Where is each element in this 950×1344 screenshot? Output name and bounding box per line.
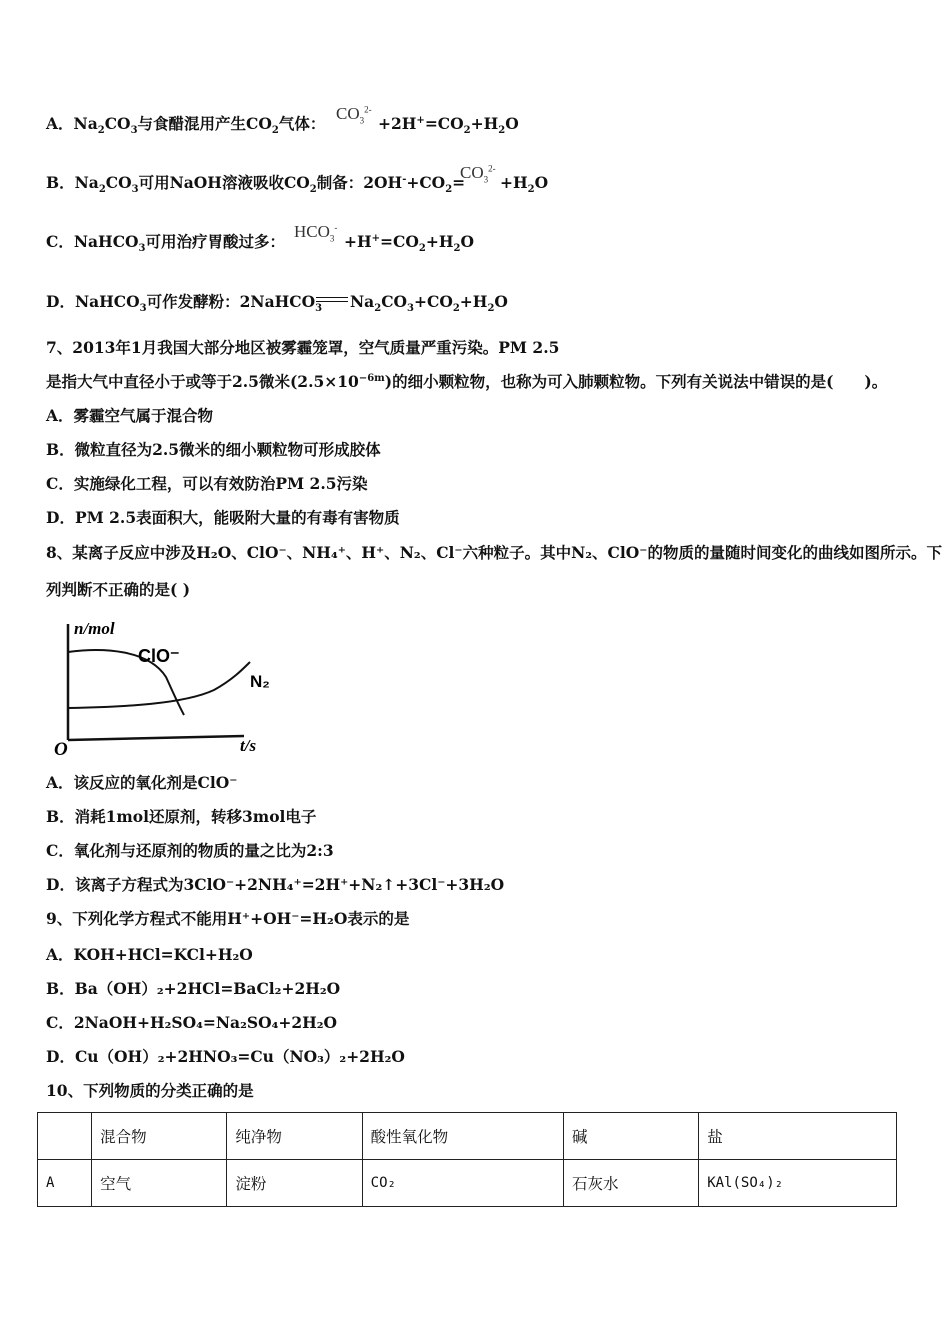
table-header-cell: 混合物 — [92, 1113, 227, 1160]
series-label-clo: ClO⁻ — [138, 646, 180, 666]
carbonate-ion-formula: $CO_3^{2-}$ — [460, 163, 496, 185]
table-row — [38, 1160, 897, 1207]
origin-label: O — [54, 739, 68, 760]
q8-option-c: C．氧化剂与还原剂的物质的量之比为2:3 — [46, 841, 334, 860]
q9-option-d: D．Cu（OH）₂+2HNO₃=Cu（NO₃）₂+2H₂O — [46, 1047, 405, 1066]
q8-stem-line2: 列判断不正确的是( ) — [46, 580, 191, 599]
table-cell: KAl(SO₄)₂ — [699, 1160, 897, 1207]
x-axis — [68, 736, 244, 740]
table-header-cell: 盐 — [699, 1113, 897, 1160]
q7-stem-line2: 是指大气中直径小于或等于2.5微米$(2.5\times 10^{-6m})$的细小颗粒物，也称为可入肺颗粒物。下列有关说法中错误的是( )。 — [46, 372, 888, 391]
q9-stem: 9、下列化学方程式不能用H⁺+OH⁻=H₂O表示的是 — [46, 909, 410, 928]
table-header-cell: 纯净物 — [227, 1113, 362, 1160]
table-cell: A — [38, 1160, 92, 1207]
q8-stem-line1: 8、某离子反应中涉及H₂O、ClO⁻、NH₄⁺、H⁺、N₂、Cl⁻六种粒子。其中N₂、ClO⁻的物质的量随时间变化的曲线如图所示。下 — [46, 543, 942, 562]
y-axis-label: n/mol — [74, 619, 115, 638]
table-header-row — [38, 1113, 897, 1160]
table-cell: 淀粉 — [227, 1160, 362, 1207]
q6-option-a: A．$Na_2CO_3$与食醋混用产生$CO_2$气体： — [46, 114, 326, 137]
q7-stem-line1: 7、2013年1月我国大部分地区被雾霾笼罩，空气质量严重污染。PM 2.5 — [46, 338, 560, 357]
bicarbonate-ion-formula: $HCO_3^-$ — [294, 222, 338, 244]
q6-option-c: C．NaHCO$_3$可用治疗胃酸过多： — [46, 232, 286, 255]
table-header-cell — [38, 1113, 92, 1160]
q9-option-a: A．KOH+HCl=KCl+H₂O — [46, 945, 253, 964]
table-cell: CO₂ — [362, 1160, 563, 1207]
q8-option-d: D．该离子方程式为3ClO⁻+2NH₄⁺=2H⁺+N₂↑+3Cl⁻+3H₂O — [46, 875, 505, 894]
q8-option-b: B．消耗1mol还原剂，转移3mol电子 — [46, 807, 317, 826]
q7-option-d: D．PM 2.5表面积大，能吸附大量的有毒有害物质 — [46, 508, 400, 527]
series-label-n2: N₂ — [250, 672, 270, 691]
q6-option-b: B．$Na_2CO_3$可用NaOH溶液吸收$CO_2$制备：$2OH^-+CO_2=$ — [46, 173, 466, 196]
q7-option-c: C．实施绿化工程，可以有效防治PM 2.5污染 — [46, 474, 368, 493]
q6-option-d: D．NaHCO$_3$可作发酵粉：2NaHCO$_3$ — [46, 292, 323, 315]
q7-option-a: A．雾霾空气属于混合物 — [46, 406, 214, 425]
q8-chart — [44, 612, 294, 762]
table-header-cell: 酸性氧化物 — [362, 1113, 563, 1160]
q9-option-b: B．Ba（OH）₂+2HCl=BaCl₂+2H₂O — [46, 979, 341, 998]
carbonate-ion-formula: $CO_3^{2-}$ — [336, 104, 372, 126]
table-cell: 石灰水 — [563, 1160, 698, 1207]
q10-stem: 10、下列物质的分类正确的是 — [46, 1081, 254, 1100]
table-cell: 空气 — [92, 1160, 227, 1207]
q9-option-c: C．2NaOH+H₂SO₄=Na₂SO₄+2H₂O — [46, 1013, 338, 1032]
q8-option-a: A．该反应的氧化剂是ClO⁻ — [46, 773, 238, 792]
q10-classification-table — [37, 1112, 897, 1207]
q6-b-equation-tail: $+H_2O$ — [500, 173, 549, 196]
q6-c-equation-tail: $+H^+=CO_2+H_2O$ — [344, 232, 474, 255]
x-axis-label: t/s — [240, 736, 257, 755]
table-header-cell: 碱 — [563, 1113, 698, 1160]
q6-d-equation-tail: $Na_2CO_3+CO_2+H_2O$ — [350, 292, 508, 315]
reaction-arrow-icon — [316, 297, 348, 302]
q6-a-equation-tail: $+2H^+=CO_2+H_2O$ — [378, 114, 519, 137]
q7-option-b: B．微粒直径为2.5微米的细小颗粒物可形成胶体 — [46, 440, 381, 459]
